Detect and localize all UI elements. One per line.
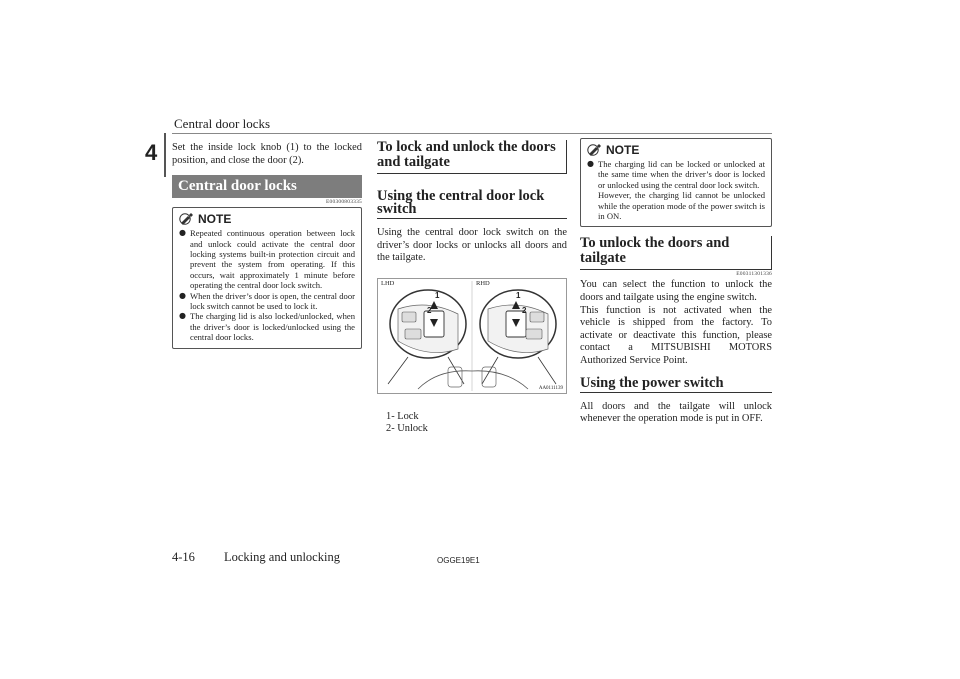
note-item: ● When the driver’s door is open, the central door lock switch cannot be used to lock it. bbox=[179, 290, 355, 312]
note-label: NOTE bbox=[198, 212, 232, 227]
paragraph-3: All doors and the tailgate will unlock whenever the operation mode is put in OFF. bbox=[580, 400, 772, 425]
note-label: NOTE bbox=[606, 143, 640, 157]
figure-legend bbox=[377, 411, 567, 435]
callout-2-left: 2 bbox=[427, 305, 432, 315]
section-banner: Central door locks bbox=[172, 175, 362, 198]
subsection-heading: Using the power switch bbox=[580, 377, 772, 393]
column-3 bbox=[580, 138, 772, 426]
section-code: E00311301336 bbox=[736, 271, 772, 278]
section-heading: To unlock the doors and tailgate bbox=[580, 235, 730, 267]
column-1 bbox=[172, 142, 362, 349]
note-box-2 bbox=[580, 138, 772, 227]
door-lock-illustration bbox=[378, 279, 566, 393]
figure-code: AA0111139 bbox=[538, 385, 563, 391]
running-header: Central door locks bbox=[174, 116, 271, 131]
note-pencil-icon bbox=[179, 213, 195, 225]
section-heading-box bbox=[580, 236, 772, 270]
section-heading-box bbox=[377, 140, 567, 174]
callout-1-left: 1 bbox=[435, 290, 440, 300]
note-pencil-icon bbox=[587, 144, 603, 156]
footer-page-number: 4-16 bbox=[172, 550, 195, 564]
note-list bbox=[179, 228, 355, 342]
door-lock-switch-figure bbox=[377, 278, 567, 394]
chapter-tab-number: 4 bbox=[145, 139, 163, 167]
note-item: ● The charging lid is also locked/unlocked, when the driver’s door is locked/unlocked using the central door locks. bbox=[179, 311, 355, 343]
figure-label-rhd: RHD bbox=[476, 279, 490, 287]
section-code: E00300803335 bbox=[325, 199, 362, 206]
column-2 bbox=[377, 140, 567, 435]
footer-section-title: Locking and unlocking bbox=[224, 550, 340, 564]
paragraph-2: This function is not activated when the vehicle is shipped from the factory. To activate or deactivate this function, please contact a MITSUBISHI MOTORS Authorized Service Point. bbox=[580, 304, 772, 366]
note-box-1 bbox=[172, 207, 362, 348]
subsection-heading: Using the central door lock switch bbox=[377, 190, 567, 219]
note-list bbox=[587, 159, 765, 221]
intro-paragraph: Set the inside lock knob (1) to the locked position, and close the door (2). bbox=[172, 142, 362, 166]
footer-document-code: OGGE19E1 bbox=[437, 556, 480, 565]
figure-label-lhd: LHD bbox=[381, 279, 395, 287]
section-heading: To lock and unlock the doors and tailgate bbox=[377, 139, 556, 170]
callout-2-right: 2 bbox=[522, 305, 527, 315]
paragraph-1: You can select the function to unlock the doors and tailgate using the engine switch. bbox=[580, 279, 772, 304]
note-item: ● The charging lid can be locked or unlocked at the same time when the driver’s door is locked or unlocked using the central door lock switch. However, the charging lid cannot be unlocked while the operation mode of the power switch is in ON. bbox=[587, 159, 765, 222]
note-header bbox=[179, 212, 355, 226]
note-header bbox=[587, 143, 765, 157]
legend-item-unlock: 2- Unlock bbox=[386, 422, 428, 434]
note-item: ● Repeated continuous operation between lock and unlock could activate the central door locking systems built-in protection circuit and prevent the system from operating. If this occurs, wait approximately 1 minute before operating the central door lock switch. bbox=[179, 228, 355, 291]
chapter-tab-bar bbox=[164, 133, 166, 177]
callout-1-right: 1 bbox=[516, 290, 521, 300]
body-paragraph: Using the central door lock switch on the driver’s door locks or unlocks all doors and the tailgate. bbox=[377, 227, 567, 264]
legend-item-lock: 1- Lock bbox=[386, 410, 419, 422]
header-rule bbox=[172, 133, 772, 134]
